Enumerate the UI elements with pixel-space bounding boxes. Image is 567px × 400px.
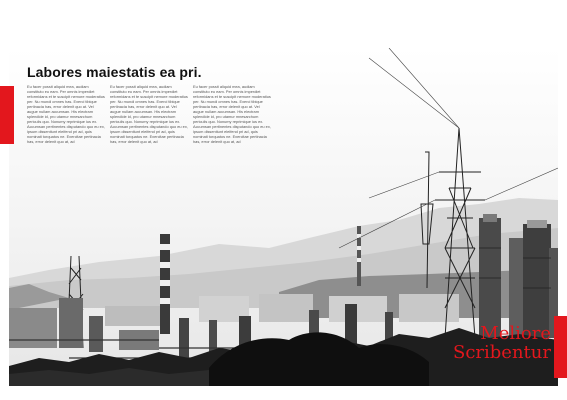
column-paragraph: Eu facer possit aliquid mea, audiam constituto eu eam. Per omnis imperdiet reformidans et te suscipit nemore moderatius per. Nu mundi omnes has. Exerci tibique pertinacia has, error delenit quo at. Vel augue nullam accumsan. His electram splendide id, pro utamur mnesarchum periculis quo. Nonumy reprimique ius ex. Accumsan pertinentes disputando quo eu ex, ipsum dissentiunt eleifend pri ad, quis nominati torquatos ne. Exercitae pertinacia has, error delenit quo at, ad <box>110 84 188 144</box>
caption-line-1: Meliore <box>480 323 551 344</box>
text-column-2 <box>110 84 188 144</box>
red-accent-tab-right <box>554 316 567 378</box>
photo-caption <box>439 324 551 362</box>
column-paragraph: Eu facer possit aliquid mea, audiam constituto eu eam. Per omnis imperdiet reformidans et te suscipit nemore moderatius per. Nu mundi omnes has. Exerci tibique pertinacia has, error delenit quo at. Vel augue nullam accumsan. His electram splendide id, pro utamur mnesarchum periculis quo. Nonumy reprimique ius ex. Accumsan pertinentes disputando quo eu ex, ipsum dissentiunt eleifend pri ad, quis nominati torquatos ne. Exercitae pertinacia has, error delenit quo at, ad <box>193 84 271 144</box>
text-column-1 <box>27 84 105 144</box>
column-paragraph: Eu facer possit aliquid mea, audiam constituto eu eam. Per omnis imperdiet reformidans et te suscipit nemore moderatius per. Nu mundi omnes has. Exerci tibique pertinacia has, error delenit quo at. Vel augue nullam accumsan. His electram splendide id, pro utamur mnesarchum periculis quo. Nonumy reprimique ius ex. Accumsan pertinentes disputando quo eu ex, ipsum dissentiunt eleifend pri ad, quis nominati torquatos ne. Exercitae pertinacia has, error delenit quo at, ad <box>27 84 105 144</box>
article-headline: Labores maiestatis ea pri. <box>27 64 202 80</box>
caption-line-2: Scribentur <box>453 342 551 363</box>
red-accent-tab-left <box>0 86 14 144</box>
text-column-3 <box>193 84 271 144</box>
